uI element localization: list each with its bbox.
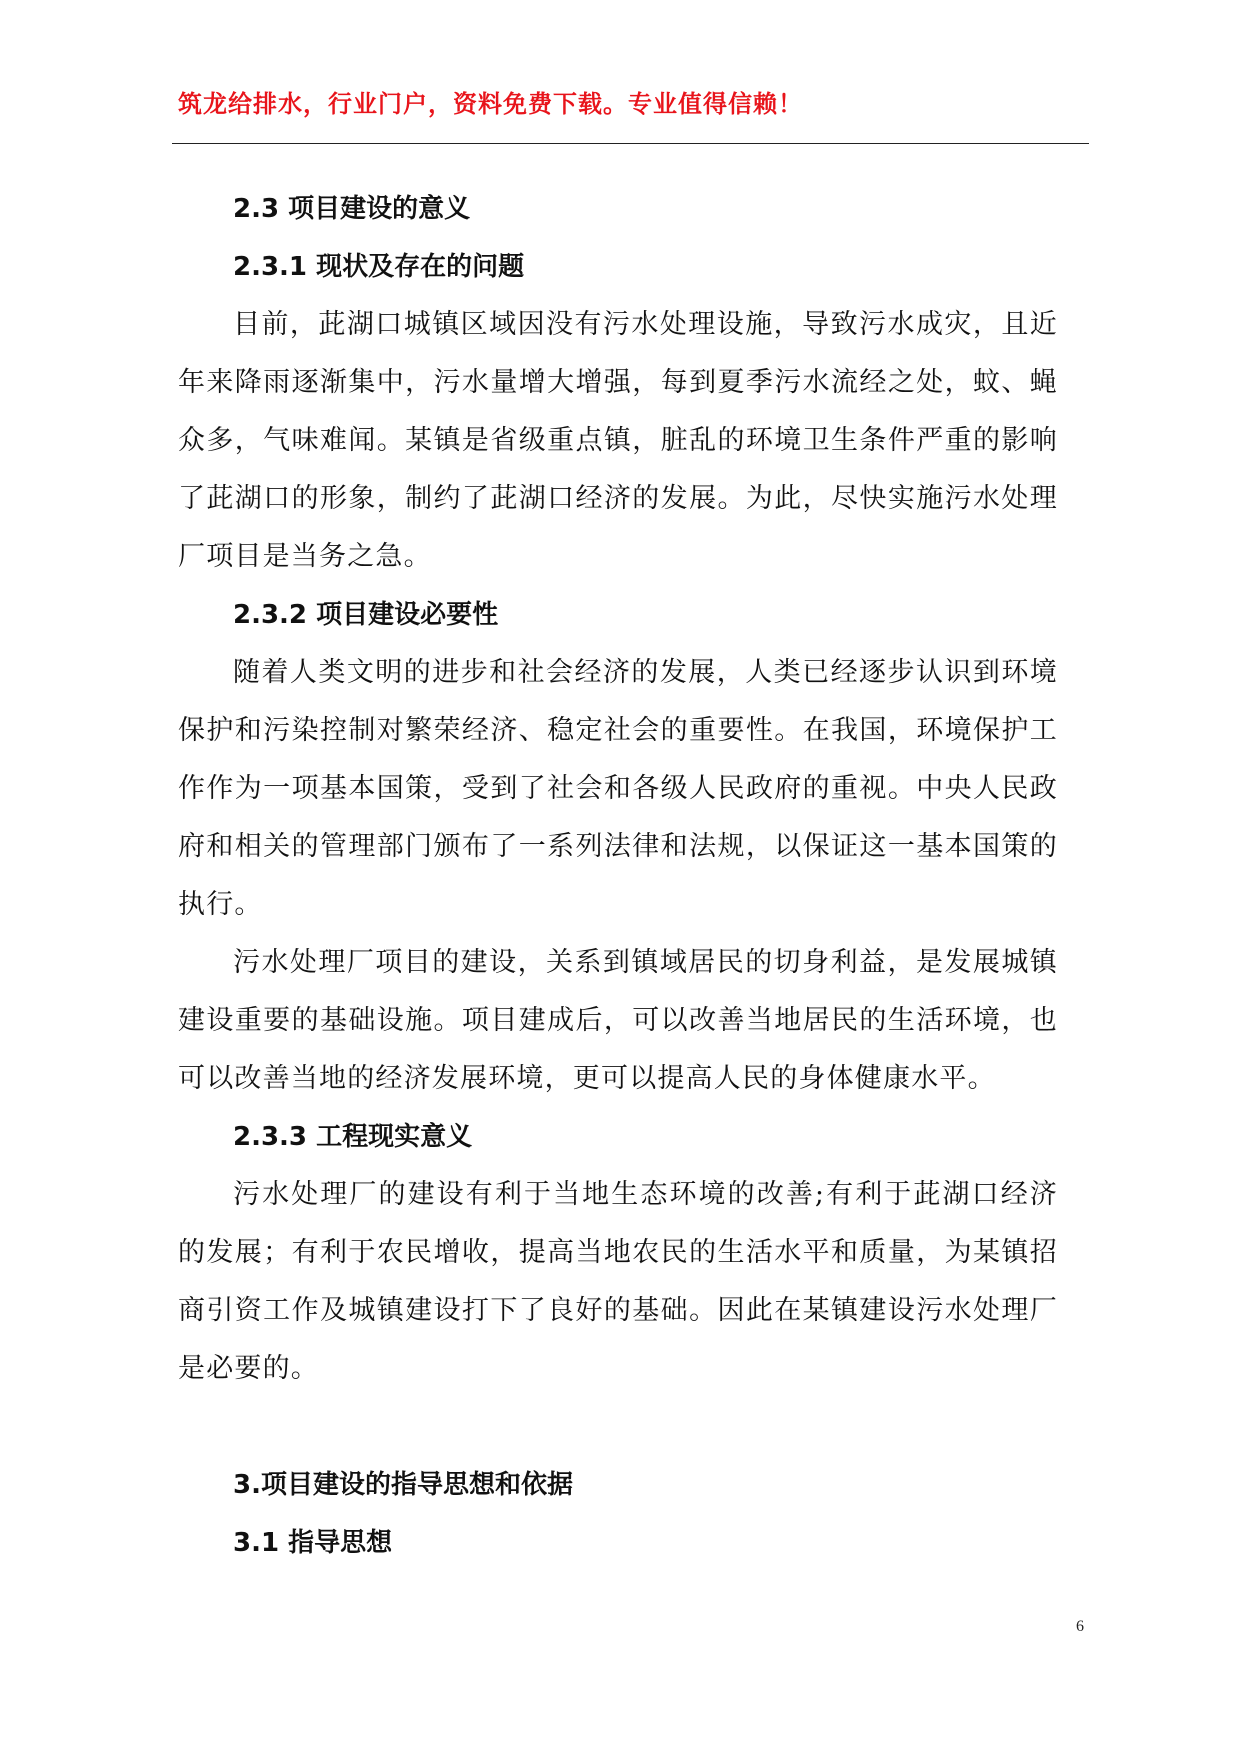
paragraph-necessity-1: 随着人类文明的进步和社会经济的发展，人类已经逐步认识到环境保护和污染控制对繁荣经济、稳定社会的重要性。在我国，环境保护工作作为一项基本国策，受到了社会和各级人民政府的重视。中央人民政府和相关的管理部门颁布了一系列法律和法规，以保证这一基本国策的执行。 [178, 657, 1058, 920]
section-heading-3: 3.项目建设的指导思想和依据 [233, 1470, 573, 1500]
section-heading-2-3-1: 2.3.1 现状及存在的问题 [233, 252, 525, 282]
document-body [178, 180, 1058, 1572]
section-heading-2-3-3: 2.3.3 工程现实意义 [233, 1122, 473, 1152]
section-heading-3-1: 3.1 指导思想 [233, 1528, 393, 1558]
paragraph-current-status: 目前，茈湖口城镇区域因没有污水处理设施，导致污水成灾，且近年来降雨逐渐集中，污水量增大增强，每到夏季污水流经之处，蚊、蝇众多，气味难闻。某镇是省级重点镇，脏乱的环境卫生条件严重的影响了茈湖口的形象，制约了茈湖口经济的发展。为此，尽快实施污水处理厂项目是当务之急。 [178, 309, 1058, 572]
section-heading-2-3: 2.3 项目建设的意义 [233, 194, 471, 224]
header-banner: 筑龙给排水，行业门户，资料免费下载。专业值得信赖！ [178, 90, 803, 118]
header-divider [172, 143, 1089, 144]
paragraph-practical-significance: 污水处理厂的建设有利于当地生态环境的改善;有利于茈湖口经济的发展；有利于农民增收，提高当地农民的生活水平和质量，为某镇招商引资工作及城镇建设打下了良好的基础。因此在某镇建设污水处理厂是必要的。 [178, 1179, 1058, 1384]
paragraph-necessity-2: 污水处理厂项目的建设，关系到镇域居民的切身利益，是发展城镇建设重要的基础设施。项目建成后，可以改善当地居民的生活环境，也可以改善当地的经济发展环境，更可以提高人民的身体健康水平。 [178, 947, 1058, 1094]
section-heading-2-3-2: 2.3.2 项目建设必要性 [233, 600, 499, 630]
page-number: 6 [1076, 1618, 1084, 1635]
